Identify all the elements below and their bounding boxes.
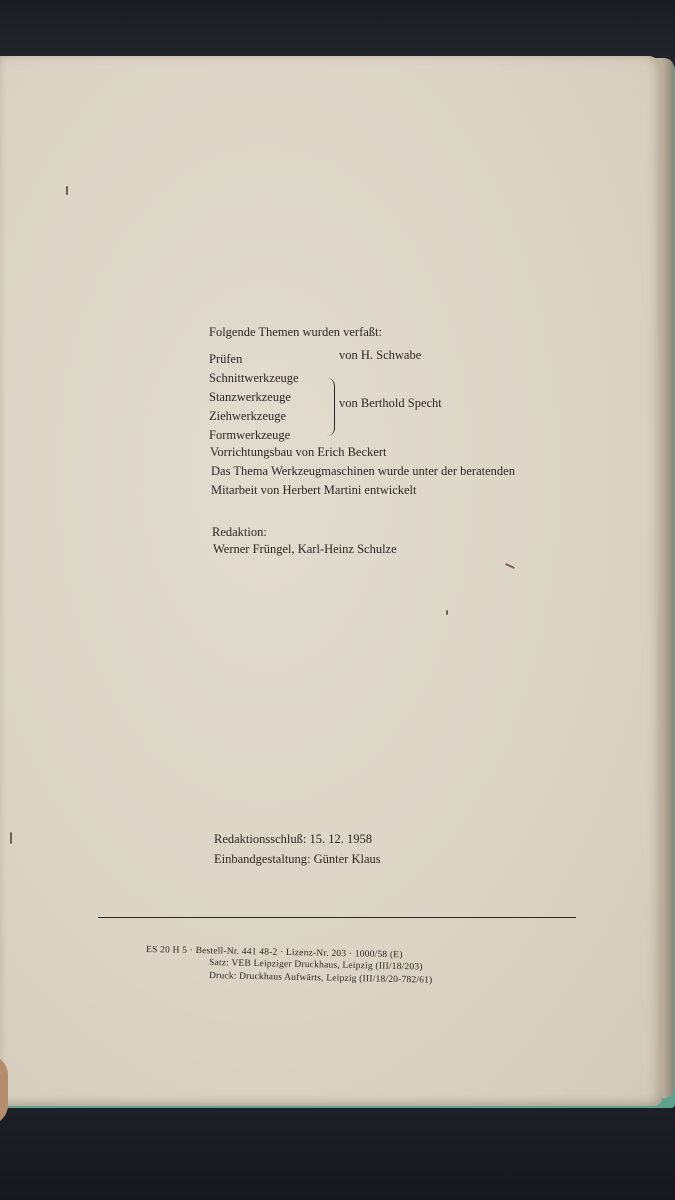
einbandgestaltung: Einbandgestaltung: Günter Klaus bbox=[214, 852, 381, 866]
topics-header: Folgende Themen wurden verfaßt: bbox=[209, 325, 382, 339]
paper-speck bbox=[446, 610, 448, 615]
topic-stanzwerkzeuge: Stanzwerkzeuge bbox=[209, 390, 291, 404]
topic-pruefen: Prüfen bbox=[209, 352, 243, 366]
redaktion-label: Redaktion: bbox=[212, 525, 267, 539]
redaktion-names: Werner Früngel, Karl-Heinz Schulze bbox=[213, 542, 397, 556]
line-vorrichtungsbau: Vorrichtungsbau von Erich Beckert bbox=[210, 445, 387, 459]
author-schwabe: von H. Schwabe bbox=[339, 348, 422, 362]
line-werkzeugmaschinen-2: Mitarbeit von Herbert Martini entwickelt bbox=[211, 483, 417, 497]
line-werkzeugmaschinen-1: Das Thema Werkzeugmaschinen wurde unter der beratenden bbox=[211, 464, 515, 478]
paper-speck bbox=[10, 832, 12, 844]
topic-ziehwerkzeuge: Ziehwerkzeuge bbox=[209, 409, 287, 423]
separator-rule bbox=[98, 917, 576, 918]
author-specht: von Berthold Specht bbox=[339, 396, 442, 410]
curly-brace bbox=[324, 378, 335, 436]
imprint-line-3: Druck: Druckhaus Aufwärts, Leipzig (III/18/20-782/61) bbox=[208, 971, 433, 986]
imprint-line-1: ES 20 H 5 · Bestell-Nr. 441 48-2 · Lizenz-Nr. 203 · 1000/58 (E) bbox=[145, 945, 403, 961]
topic-formwerkzeuge: Formwerkzeuge bbox=[209, 428, 291, 442]
paper-speck bbox=[66, 186, 68, 195]
topic-schnittwerkzeuge: Schnittwerkzeuge bbox=[209, 371, 299, 385]
imprint-line-2: Satz: VEB Leipziger Druckhaus, Leipzig (III/18/203) bbox=[208, 958, 423, 973]
redaktionsschluss: Redaktionsschluß: 15. 12. 1958 bbox=[214, 832, 372, 846]
